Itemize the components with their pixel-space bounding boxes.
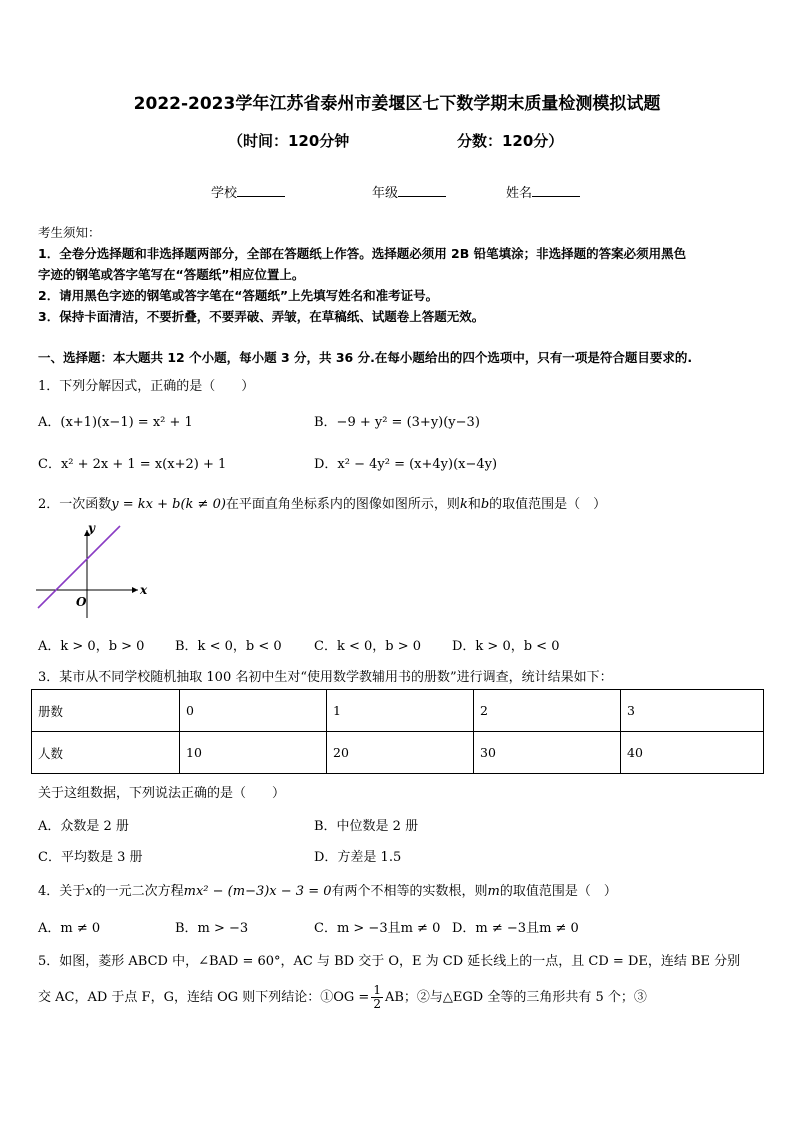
notice-item-3: 3．保持卡面清洁，不要折叠，不要弄破、弄皱，在草稿纸、试题卷上答题无效。	[38, 309, 485, 324]
fraction-numerator: 1	[373, 983, 381, 997]
school-field[interactable]	[211, 182, 285, 201]
notice-item-2: 2．请用黑色字迹的钢笔或答字笔在“答题纸”上先填写姓名和准考证号。	[38, 288, 439, 303]
q5-line2-post: AB；②与△EGD 全等的三角形共有 5 个；③	[384, 990, 647, 1005]
q4-stem-pre: 4．关于	[38, 884, 86, 899]
table-cell: 20	[327, 732, 474, 774]
question-5-line-2	[38, 984, 647, 1011]
grade-blank[interactable]	[398, 184, 446, 197]
school-label: 学校	[211, 186, 238, 201]
graph-x-label: x	[140, 583, 148, 597]
table-row	[32, 690, 764, 732]
table-cell: 30	[474, 732, 621, 774]
question-3-stem: 3．某市从不同学校随机抽取 100 名初中生对“使用数学教辅用书的册数”进行调查，统计结果如下：	[38, 670, 613, 685]
table-cell: 人数	[32, 732, 180, 774]
q4-option-b[interactable]: B．m > −3	[175, 921, 249, 936]
table-row	[32, 732, 764, 774]
q4-option-c[interactable]: C．m > −3且m ≠ 0	[314, 921, 441, 936]
notice-item-1: 1．全卷分选择题和非选择题两部分，全部在答题纸上作答。选择题必须用 2B 铅笔填涂；非选择题的答案必须用黑色	[38, 246, 687, 261]
q1-option-a[interactable]: A．(x+1)(x−1) = x² + 1	[38, 415, 193, 430]
table-cell: 册数	[32, 690, 180, 732]
section-heading: 一、选择题：本大题共 12 个小题，每小题 3 分，共 36 分.在每小题给出的四个选项中，只有一项是符合题目要求的.	[38, 350, 693, 365]
grade-label: 年级	[372, 186, 399, 201]
q2-k: k	[459, 497, 468, 512]
question-2-stem	[38, 493, 606, 512]
name-blank[interactable]	[532, 184, 580, 197]
fraction-denominator: 2	[373, 997, 381, 1011]
table-cell: 10	[180, 732, 327, 774]
table-cell: 40	[621, 732, 764, 774]
q2-option-d[interactable]: D．k > 0，b < 0	[452, 639, 560, 654]
question-4-stem	[38, 880, 617, 899]
table-cell: 1	[327, 690, 474, 732]
graph-y-label: y	[88, 522, 95, 535]
score-info: 分数：120分）	[457, 132, 564, 150]
q4-m: m	[487, 884, 500, 899]
grade-field[interactable]	[372, 182, 446, 201]
q1-option-b[interactable]: B．−9 + y² = (3+y)(y−3)	[314, 415, 480, 430]
notice-item-1-cont: 字迹的钢笔或答字笔写在“答题纸”相应位置上。	[38, 267, 305, 282]
q4-stem-end: 的取值范围是（ ）	[499, 884, 617, 899]
x-axis-arrow-icon	[132, 587, 138, 593]
q4-option-a[interactable]: A．m ≠ 0	[38, 921, 101, 936]
question-5-line-1: 5．如图，菱形 ABCD 中，∠BAD = 60°，AC 与 BD 交于 O，E 为 CD 延长线上的一点，且 CD = DE，连结 BE 分别	[38, 954, 741, 969]
q3-option-a[interactable]: A．众数是 2 册	[38, 819, 129, 834]
q1-option-c[interactable]: C．x² + 2x + 1 = x(x+2) + 1	[38, 457, 227, 472]
q2-option-c[interactable]: C．k < 0，b > 0	[314, 639, 422, 654]
time-info: （时间：120分钟	[228, 132, 350, 150]
table-cell: 0	[180, 690, 327, 732]
name-label: 姓名	[506, 186, 533, 201]
q5-fraction	[371, 984, 383, 1011]
notice-heading: 考生须知：	[38, 225, 101, 240]
q3-follow-up: 关于这组数据，下列说法正确的是（ ）	[38, 786, 286, 801]
school-blank[interactable]	[237, 184, 285, 197]
q4-option-d[interactable]: D．m ≠ −3且m ≠ 0	[452, 921, 579, 936]
question-1-stem: 1．下列分解因式，正确的是（ ）	[38, 379, 255, 394]
q3-option-c[interactable]: C．平均数是 3 册	[38, 850, 143, 865]
page-title: 2022-2023学年江苏省泰州市姜堰区七下数学期末质量检测模拟试题	[133, 94, 661, 114]
q2-b: b	[480, 497, 490, 512]
q2-stem-post: 在平面直角坐标系内的图像如图所示，则	[225, 497, 460, 512]
q2-stem-end: 的取值范围是（ ）	[489, 497, 607, 512]
q4-stem-post: 有两个不相等的实数根，则	[331, 884, 488, 899]
table-cell: 2	[474, 690, 621, 732]
q3-option-b[interactable]: B．中位数是 2 册	[314, 819, 419, 834]
q2-and: 和	[467, 497, 481, 512]
q1-option-d[interactable]: D．x² − 4y² = (x+4y)(x−4y)	[314, 457, 498, 472]
graph-origin-label: O	[76, 595, 87, 609]
q2-graph	[30, 522, 160, 622]
q3-option-d[interactable]: D．方差是 1.5	[314, 850, 402, 865]
q2-equation: y = kx + b(k ≠ 0)	[111, 497, 226, 512]
table-cell: 3	[621, 690, 764, 732]
q5-line2-pre: 交 AC，AD 于点 F，G，连结 OG 则下列结论：①OG =	[38, 990, 370, 1005]
q4-equation: mx² − (m−3)x − 3 = 0	[183, 884, 332, 899]
q3-data-table	[31, 689, 764, 774]
q4-x: x	[85, 884, 93, 899]
q2-stem-pre: 2．一次函数	[38, 497, 112, 512]
q2-option-b[interactable]: B．k < 0，b < 0	[175, 639, 282, 654]
q2-option-a[interactable]: A．k > 0，b > 0	[38, 639, 145, 654]
q4-stem-mid: 的一元二次方程	[92, 884, 184, 899]
name-field[interactable]	[506, 182, 580, 201]
